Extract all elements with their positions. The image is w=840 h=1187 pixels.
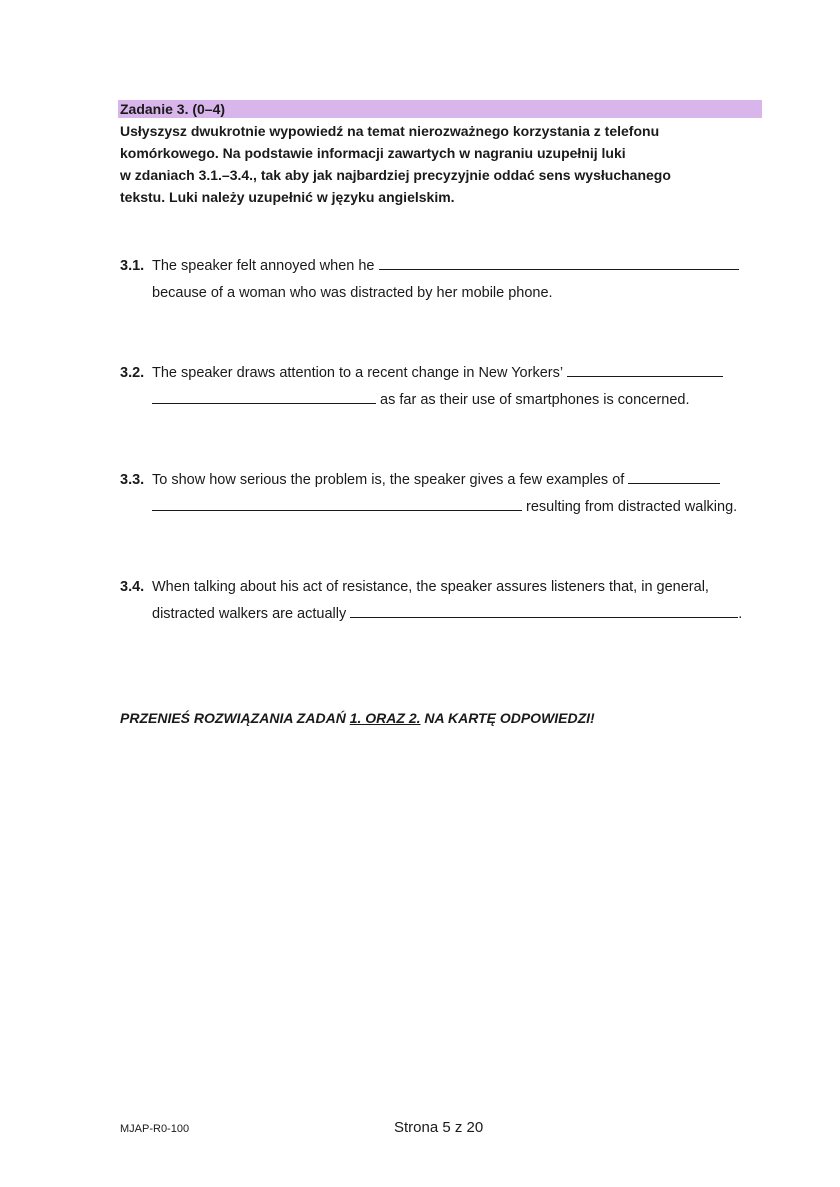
- task-header-bar: [118, 100, 762, 118]
- question-3-2: [120, 360, 760, 414]
- question-number: 3.1.: [120, 258, 145, 274]
- question-text: When talking about his act of resistance, the speaker assures listeners that, in general,: [152, 579, 709, 595]
- question-number: 3.3.: [120, 472, 145, 488]
- question-text: distracted walkers are actually: [152, 606, 347, 622]
- instruction-line: tekstu. Luki należy uzupełnić w języku angielskim.: [120, 189, 455, 205]
- question-text: resulting from distracted walking.: [526, 499, 738, 515]
- answer-gap-3-2[interactable]: [567, 362, 723, 377]
- answer-gap-3-3[interactable]: [628, 469, 720, 484]
- instruction-line: komórkowego. Na podstawie informacji zawartych w nagraniu uzupełnij luki: [120, 145, 626, 161]
- instruction-line: w zdaniach 3.1.–3.4., tak aby jak najbardziej precyzyjnie oddać sens wysłuchanego: [120, 167, 671, 183]
- notice-task-numbers: 1. ORAZ 2.: [349, 710, 421, 726]
- notice-prefix: PRZENIEŚ ROZWIĄZANIA ZADAŃ: [120, 710, 346, 726]
- question-text: because of a woman who was distracted by her mobile phone.: [152, 285, 553, 301]
- question-text: The speaker draws attention to a recent change in New Yorkers’: [152, 365, 563, 381]
- transfer-answers-notice: [120, 710, 595, 726]
- question-text: The speaker felt annoyed when he: [152, 258, 375, 274]
- instruction-line: Usłyszysz dwukrotnie wypowiedź na temat nierozważnego korzystania z telefonu: [120, 123, 660, 139]
- task-instructions: [120, 120, 760, 208]
- task-title: Zadanie 3. (0–4): [120, 101, 226, 117]
- sentence-end: .: [738, 606, 743, 622]
- question-text: To show how serious the problem is, the speaker gives a few examples of: [152, 472, 625, 488]
- question-3-4: [120, 574, 760, 628]
- answer-gap-3-1[interactable]: [379, 255, 739, 270]
- question-text: as far as their use of smartphones is concerned.: [380, 392, 690, 408]
- page-number: Strona 5 z 20: [394, 1119, 484, 1136]
- question-number: 3.2.: [120, 365, 145, 381]
- exam-code: MJAP-R0-100: [120, 1123, 190, 1135]
- answer-gap-3-2-continued[interactable]: [152, 389, 376, 404]
- question-3-3: [120, 467, 760, 521]
- answer-gap-3-3-continued[interactable]: [152, 496, 522, 511]
- notice-suffix: NA KARTĘ ODPOWIEDZI!: [424, 710, 595, 726]
- answer-gap-3-4[interactable]: [350, 603, 738, 618]
- question-number: 3.4.: [120, 579, 145, 595]
- question-3-1: [120, 253, 760, 307]
